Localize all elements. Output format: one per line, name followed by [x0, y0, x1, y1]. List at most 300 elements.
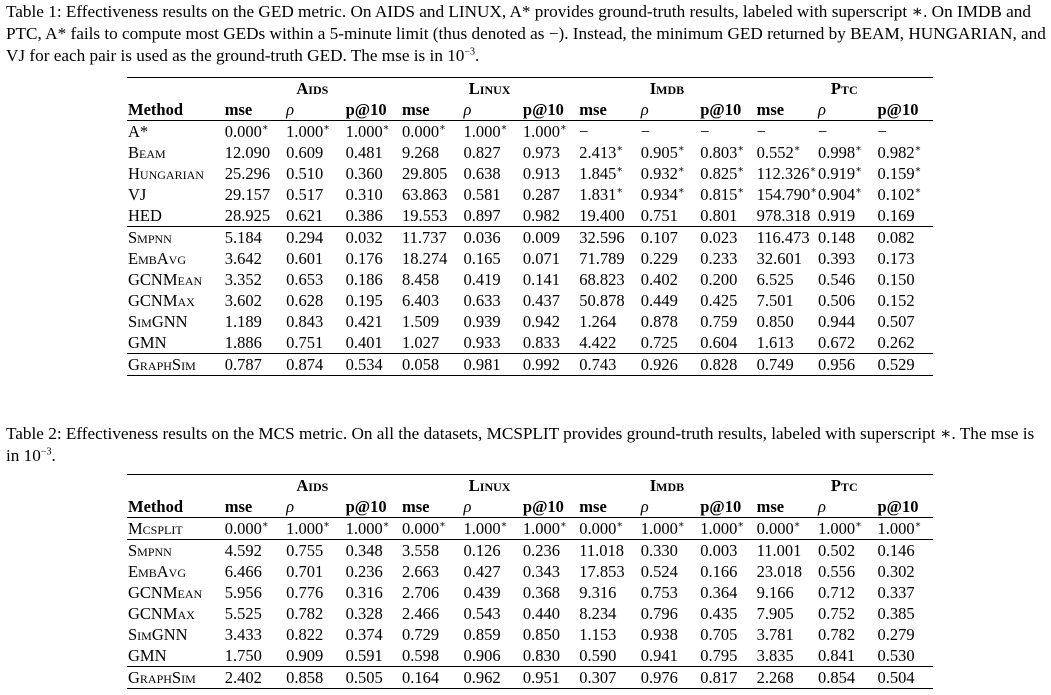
value-cell: 0.173: [877, 249, 915, 268]
value-cell: 0.759: [700, 312, 738, 331]
value-cell: 1.000∗: [818, 519, 862, 538]
value-cell: 3.642: [224, 249, 262, 268]
value-cell: 0.071: [522, 249, 561, 268]
dataset-header: Ptc: [756, 475, 933, 497]
value-cell: 0.186: [345, 270, 383, 289]
value-cell: 0.421: [345, 312, 383, 331]
value-cell: 9.316: [579, 583, 617, 602]
header-spacer: [127, 78, 224, 100]
value-cell: 0.328: [345, 604, 383, 623]
method-name: Hungarian: [128, 164, 204, 183]
value-cell: 0.982∗: [877, 143, 922, 162]
value-cell: 0.951: [522, 667, 578, 689]
table1-caption-text: Effectiveness results on the GED metric. On AIDS and LINUX, A* provides ground-truth results, labeled with superscript ∗. On IMDB and PTC, A* fails to compute most GEDs within a 5-minute limit (thus denoted as −). Instead, the minimum GED returned by BEAM, HUNGARIAN, and VJ for each pair is used as the ground-truth GED. The mse is in 10: [6, 2, 1046, 65]
column-header: p@10: [876, 496, 933, 518]
column-header: mse: [578, 99, 639, 121]
column-header: mse: [224, 99, 285, 121]
table-row: [127, 163, 933, 184]
value-cell: 32.601: [756, 249, 802, 268]
value-cell: 1.509: [402, 312, 440, 331]
value-cell: 0.009: [522, 227, 578, 249]
value-cell: 0.751: [640, 206, 678, 225]
value-cell: 0.524: [640, 562, 678, 581]
dataset-header: Aids: [224, 475, 401, 497]
value-cell: 5.184: [224, 227, 285, 249]
method-name: EmbAvg: [128, 562, 187, 581]
value-cell: 0.850: [756, 312, 794, 331]
table1-caption-end: .: [475, 46, 480, 65]
dataset-header: Imdb: [578, 78, 755, 100]
value-cell: 0.003: [699, 540, 755, 562]
dataset-header: Aids: [224, 78, 401, 100]
value-cell: 0.815∗: [700, 185, 745, 204]
value-cell: 0.850: [522, 625, 561, 644]
value-cell: 0.858: [285, 667, 344, 689]
value-cell: 3.558: [401, 540, 462, 562]
table-row: [127, 603, 933, 624]
value-cell: 0.233: [700, 249, 738, 268]
value-cell: 4.422: [579, 333, 617, 352]
value-cell: 0.425: [700, 291, 738, 310]
value-cell: 0.933: [463, 333, 501, 352]
value-cell: 3.433: [224, 625, 262, 644]
dataset-header-row: [127, 78, 933, 100]
value-cell: 0.905∗: [640, 143, 685, 162]
table2: [127, 474, 933, 689]
method-name: HED: [128, 206, 162, 225]
value-cell: 0.506: [818, 291, 856, 310]
value-cell: 0.653: [286, 270, 324, 289]
value-cell: 0.827: [463, 143, 501, 162]
value-cell: 25.296: [224, 164, 271, 183]
value-cell: 0.360: [345, 164, 383, 183]
value-cell: 0.481: [345, 143, 383, 162]
value-cell: 0.302: [877, 562, 915, 581]
value-cell: 1.000∗: [522, 519, 567, 538]
table-row: [127, 184, 933, 205]
value-cell: 0.236: [522, 540, 578, 562]
table-row: [127, 645, 933, 667]
value-cell: −: [579, 122, 589, 141]
value-cell: 11.737: [401, 227, 462, 249]
value-cell: 0.166: [700, 562, 738, 581]
value-cell: 9.268: [402, 143, 440, 162]
value-cell: 1.000∗: [463, 519, 508, 538]
value-cell: 112.326∗: [756, 164, 817, 183]
method-name: GMN: [128, 333, 167, 352]
value-cell: 8.458: [402, 270, 440, 289]
value-cell: 0.956: [817, 354, 876, 376]
value-cell: 1.000∗: [700, 519, 745, 538]
column-header: ρ: [285, 496, 344, 518]
value-cell: 0.621: [286, 206, 324, 225]
method-name: GMN: [128, 646, 167, 665]
value-cell: 63.863: [402, 185, 448, 204]
value-cell: 0.437: [522, 291, 561, 310]
value-cell: 0.385: [877, 604, 915, 623]
value-cell: 11.001: [756, 540, 817, 562]
value-cell: 0.854: [817, 667, 876, 689]
value-cell: 0.776: [286, 583, 324, 602]
value-cell: 0.796: [640, 604, 678, 623]
value-cell: 0.529: [876, 354, 933, 376]
value-cell: 11.018: [578, 540, 639, 562]
value-cell: 0.449: [640, 291, 678, 310]
table-row: [127, 142, 933, 163]
value-cell: 0.195: [345, 291, 383, 310]
value-cell: 28.925: [224, 206, 271, 225]
value-cell: 0.609: [286, 143, 324, 162]
column-header: p@10: [522, 99, 578, 121]
value-cell: 1.000∗: [522, 122, 567, 141]
table-row: [127, 269, 933, 290]
table2-caption-end: .: [51, 446, 56, 465]
value-cell: 0.932∗: [640, 164, 685, 183]
column-header: ρ: [817, 496, 876, 518]
value-cell: 0.897: [463, 206, 501, 225]
value-cell: 0.841: [818, 646, 856, 665]
value-cell: −: [700, 122, 710, 141]
value-cell: 32.596: [578, 227, 639, 249]
value-cell: 0.941: [640, 646, 678, 665]
value-cell: 0.743: [578, 354, 639, 376]
value-cell: 29.805: [402, 164, 448, 183]
method-name: GCNMax: [128, 291, 195, 310]
method-name: Mcsplit: [128, 519, 183, 538]
value-cell: 0.294: [285, 227, 344, 249]
value-cell: 0.906: [463, 646, 501, 665]
value-cell: 1.264: [579, 312, 617, 331]
method-name: A*: [128, 122, 149, 141]
value-cell: 0.236: [345, 562, 383, 581]
value-cell: 7.905: [756, 604, 794, 623]
dataset-header: Imdb: [578, 475, 755, 497]
value-cell: 12.090: [224, 143, 271, 162]
table2-caption-text: Effectiveness results on the MCS metric. On all the datasets, MCSPLIT provides ground-truth results, labeled with superscript ∗. The mse is in 10: [6, 424, 1035, 465]
value-cell: 0.435: [700, 604, 738, 623]
column-header-row: [127, 99, 933, 121]
dataset-header: Ptc: [756, 78, 933, 100]
table-row: [127, 540, 933, 562]
value-cell: 0.552∗: [756, 143, 801, 162]
value-cell: 2.402: [224, 667, 285, 689]
method-header: Method: [127, 99, 224, 121]
value-cell: 19.400: [579, 206, 625, 225]
column-header: mse: [224, 496, 285, 518]
value-cell: 0.534: [345, 354, 401, 376]
value-cell: 0.316: [345, 583, 383, 602]
value-cell: 1.189: [224, 312, 262, 331]
value-cell: 0.581: [463, 185, 501, 204]
value-cell: 6.525: [756, 270, 794, 289]
value-cell: 1.831∗: [579, 185, 624, 204]
value-cell: 1.000∗: [286, 122, 331, 141]
value-cell: 0.701: [286, 562, 324, 581]
value-cell: 0.825∗: [700, 164, 745, 183]
value-cell: 2.413∗: [579, 143, 624, 162]
value-cell: 0.000∗: [402, 122, 446, 141]
method-header: Method: [127, 496, 224, 518]
method-name: Smpnn: [127, 540, 224, 562]
value-cell: 0.200: [700, 270, 738, 289]
value-cell: 0.402: [640, 270, 678, 289]
value-cell: 50.878: [579, 291, 625, 310]
value-cell: 0.904∗: [818, 185, 862, 204]
method-name: SimGNN: [128, 625, 188, 644]
value-cell: 0.000∗: [224, 122, 269, 141]
table-row: [127, 667, 933, 689]
value-cell: 0.502: [817, 540, 876, 562]
column-header: p@10: [345, 496, 401, 518]
column-header: p@10: [876, 99, 933, 121]
column-header: ρ: [640, 496, 699, 518]
value-cell: 0.556: [818, 562, 856, 581]
value-cell: 5.525: [224, 604, 262, 623]
value-cell: 0.981: [462, 354, 521, 376]
value-cell: 0.633: [463, 291, 501, 310]
value-cell: 0.942: [522, 312, 561, 331]
value-cell: 0.505: [345, 667, 401, 689]
value-cell: 0.530: [877, 646, 915, 665]
value-cell: 0.828: [699, 354, 755, 376]
value-cell: −: [818, 122, 828, 141]
value-cell: 0.229: [640, 249, 678, 268]
value-cell: 0.082: [876, 227, 933, 249]
value-cell: 2.268: [756, 667, 817, 689]
table-row: [127, 582, 933, 603]
value-cell: 0.909: [286, 646, 324, 665]
column-header: p@10: [699, 99, 755, 121]
value-cell: 0.913: [522, 164, 561, 183]
value-cell: 1.000∗: [640, 519, 685, 538]
table-row: [127, 311, 933, 332]
method-name: SimGNN: [128, 312, 188, 331]
value-cell: 0.000∗: [579, 519, 624, 538]
value-cell: 1.845∗: [579, 164, 624, 183]
value-cell: 0.782: [286, 604, 324, 623]
value-cell: 0.023: [699, 227, 755, 249]
column-header: mse: [756, 496, 817, 518]
value-cell: 5.956: [224, 583, 262, 602]
table1: [127, 77, 933, 376]
value-cell: 0.386: [345, 206, 383, 225]
value-cell: 3.835: [756, 646, 794, 665]
value-cell: 0.102∗: [877, 185, 922, 204]
column-header: ρ: [640, 99, 699, 121]
value-cell: 0.427: [463, 562, 501, 581]
value-cell: 0.926: [640, 354, 699, 376]
value-cell: 0.150: [877, 270, 915, 289]
value-cell: 71.789: [579, 249, 625, 268]
value-cell: 0.510: [286, 164, 324, 183]
value-cell: 0.919: [818, 206, 856, 225]
value-cell: 0.833: [522, 333, 561, 352]
value-cell: 6.403: [402, 291, 440, 310]
value-cell: 0.440: [522, 604, 561, 623]
value-cell: 3.781: [756, 625, 794, 644]
value-cell: 0.919∗: [818, 164, 862, 183]
value-cell: 0.176: [345, 249, 383, 268]
value-cell: 0.419: [463, 270, 501, 289]
value-cell: 0.712: [818, 583, 856, 602]
value-cell: 17.853: [579, 562, 625, 581]
value-cell: 0.343: [522, 562, 561, 581]
value-cell: 978.318: [756, 206, 811, 225]
value-cell: 0.262: [877, 333, 915, 352]
table1-caption-label: Table 1:: [6, 2, 62, 21]
value-cell: 0.751: [286, 333, 324, 352]
value-cell: 18.274: [402, 249, 448, 268]
value-cell: 0.393: [818, 249, 856, 268]
column-header: ρ: [817, 99, 876, 121]
value-cell: 0.000∗: [224, 519, 269, 538]
value-cell: 0.830: [522, 646, 561, 665]
table-row: [127, 332, 933, 354]
table-row: [127, 290, 933, 311]
value-cell: 0.146: [876, 540, 933, 562]
column-header: ρ: [462, 99, 521, 121]
value-cell: 0.152: [877, 291, 915, 310]
value-cell: 0.348: [345, 540, 401, 562]
column-header: mse: [756, 99, 817, 121]
value-cell: 0.962: [462, 667, 521, 689]
table-row: [127, 205, 933, 227]
value-cell: 0.934∗: [640, 185, 685, 204]
value-cell: 0.878: [640, 312, 678, 331]
value-cell: 0.859: [463, 625, 501, 644]
value-cell: 0.938: [640, 625, 678, 644]
value-cell: 0.169: [877, 206, 915, 225]
column-header: p@10: [522, 496, 578, 518]
table-row: [127, 354, 933, 376]
value-cell: 2.663: [402, 562, 440, 581]
value-cell: −: [877, 122, 887, 141]
value-cell: 0.310: [345, 185, 383, 204]
table-row: [127, 121, 933, 143]
value-cell: 0.546: [818, 270, 856, 289]
value-cell: 0.368: [522, 583, 561, 602]
value-cell: 0.973: [522, 143, 561, 162]
value-cell: 116.473: [756, 227, 817, 249]
value-cell: 0.036: [462, 227, 521, 249]
value-cell: 0.998∗: [818, 143, 862, 162]
dataset-header-row: [127, 475, 933, 497]
value-cell: 0.000∗: [402, 519, 446, 538]
value-cell: 0.337: [877, 583, 915, 602]
value-cell: 0.287: [522, 185, 561, 204]
value-cell: 3.352: [224, 270, 262, 289]
column-header-row: [127, 496, 933, 518]
table-row: [127, 624, 933, 645]
value-cell: 0.401: [345, 333, 383, 352]
table2-caption-exponent: −3: [40, 446, 52, 458]
value-cell: 1.000∗: [877, 519, 922, 538]
column-header: mse: [401, 99, 462, 121]
value-cell: 0.439: [463, 583, 501, 602]
table-row: [127, 561, 933, 582]
table1-caption: [6, 1, 1048, 67]
value-cell: 0.822: [286, 625, 324, 644]
value-cell: 0.032: [345, 227, 401, 249]
value-cell: 0.782: [818, 625, 856, 644]
value-cell: 0.752: [818, 604, 856, 623]
value-cell: 0.976: [640, 667, 699, 689]
value-cell: 0.591: [345, 646, 383, 665]
value-cell: 0.705: [700, 625, 738, 644]
value-cell: 0.817: [699, 667, 755, 689]
value-cell: 0.507: [877, 312, 915, 331]
value-cell: 0.604: [700, 333, 738, 352]
value-cell: 1.613: [756, 333, 794, 352]
value-cell: 1.027: [402, 333, 440, 352]
value-cell: 0.364: [700, 583, 738, 602]
column-header: mse: [578, 496, 639, 518]
method-name: Beam: [128, 143, 166, 162]
method-name: VJ: [128, 185, 147, 204]
value-cell: 1.000∗: [345, 519, 390, 538]
value-cell: 0.517: [286, 185, 324, 204]
value-cell: 0.753: [640, 583, 678, 602]
value-cell: 0.279: [877, 625, 915, 644]
value-cell: 0.307: [578, 667, 639, 689]
value-cell: 0.787: [224, 354, 285, 376]
method-name: GCNMean: [128, 270, 203, 289]
value-cell: −: [640, 122, 651, 141]
value-cell: 2.466: [402, 604, 440, 623]
value-cell: 29.157: [224, 185, 271, 204]
table-row: [127, 248, 933, 269]
value-cell: 0.874: [285, 354, 344, 376]
value-cell: 1.000∗: [345, 122, 390, 141]
value-cell: 0.755: [285, 540, 344, 562]
value-cell: 0.982: [522, 206, 561, 225]
value-cell: 0.164: [401, 667, 462, 689]
method-name: EmbAvg: [128, 249, 187, 268]
value-cell: 0.601: [286, 249, 324, 268]
method-name: GraphSim: [127, 354, 224, 376]
column-header: p@10: [345, 99, 401, 121]
table2-caption: [6, 423, 1048, 467]
column-header: ρ: [285, 99, 344, 121]
value-cell: 0.803∗: [700, 143, 745, 162]
value-cell: 0.107: [640, 227, 699, 249]
column-header: p@10: [699, 496, 755, 518]
value-cell: 0.944: [818, 312, 856, 331]
value-cell: 0.801: [700, 206, 738, 225]
value-cell: 0.843: [286, 312, 324, 331]
method-name: GCNMax: [128, 604, 195, 623]
value-cell: −: [756, 122, 766, 141]
value-cell: 8.234: [579, 604, 617, 623]
table1-caption-exponent: −3: [464, 46, 476, 58]
value-cell: 0.330: [640, 540, 699, 562]
value-cell: 9.166: [756, 583, 794, 602]
value-cell: 0.504: [876, 667, 933, 689]
value-cell: 1.000∗: [286, 519, 331, 538]
value-cell: 4.592: [224, 540, 285, 562]
value-cell: 0.148: [817, 227, 876, 249]
value-cell: 0.939: [463, 312, 501, 331]
value-cell: 0.725: [640, 333, 678, 352]
value-cell: 3.602: [224, 291, 262, 310]
method-name: GraphSim: [127, 667, 224, 689]
value-cell: 0.598: [402, 646, 440, 665]
value-cell: 2.706: [402, 583, 440, 602]
value-cell: 0.058: [401, 354, 462, 376]
value-cell: 0.672: [818, 333, 856, 352]
column-header: ρ: [462, 496, 521, 518]
value-cell: 154.790∗: [756, 185, 818, 204]
